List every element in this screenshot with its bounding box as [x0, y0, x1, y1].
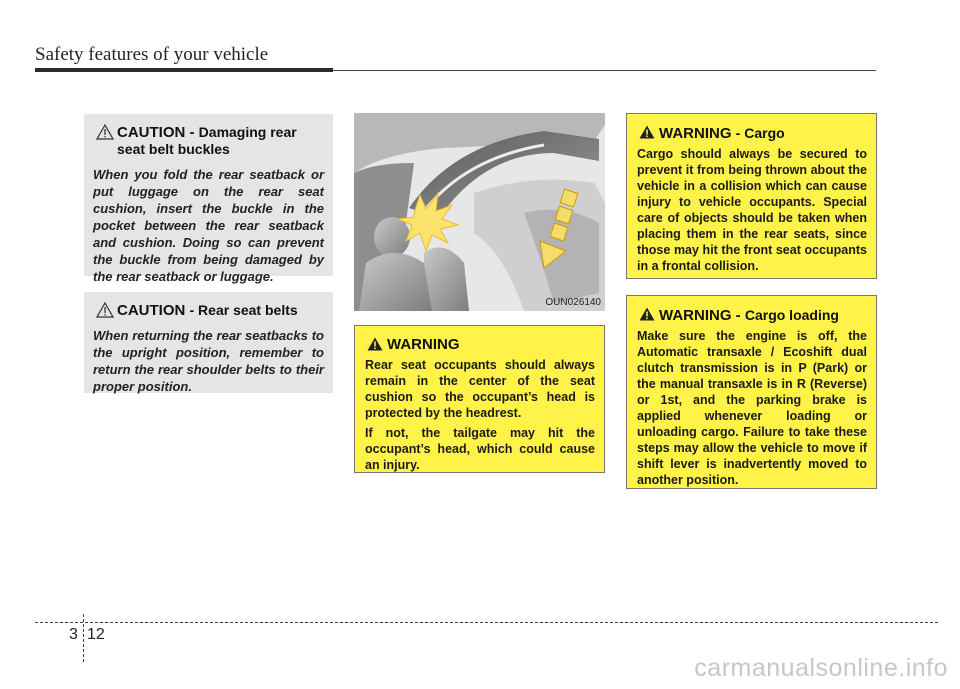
caution-box-seat-belt-buckles	[84, 114, 333, 284]
warning-triangle-icon	[639, 125, 655, 144]
figure-code-label: OUN026140	[545, 297, 601, 308]
warning-title: WARNING -	[659, 307, 741, 324]
warning-body	[365, 357, 595, 473]
caution-triangle-icon	[96, 124, 114, 144]
page-header-title: Safety features of your vehicle	[35, 44, 269, 65]
watermark: carmanualsonline.info	[694, 654, 948, 682]
warning-triangle-icon	[639, 307, 655, 326]
warning-heading	[637, 306, 867, 325]
warning-heading	[637, 124, 867, 143]
section-number: 3	[69, 626, 78, 643]
caution-body: When returning the rear seatbacks to the upright position, remember to return the rear shoulder belts to their proper position.	[93, 328, 324, 394]
warning-body: Cargo should always be secured to prevent it from being thrown about the vehicle in a collision which can cause injury to vehicle occupants. Special care of objects should be taken when placing them in the rear seats, since those may hit the front seat occupants in a frontal collision.	[637, 147, 867, 273]
warning-box-cargo	[626, 113, 877, 279]
warning-paragraph: If not, the tailgate may hit the occupant’s head, which could cause an injury.	[365, 426, 595, 472]
warning-title: WARNING	[387, 336, 460, 353]
warning-paragraph: Rear seat occupants should always remain in the center of the seat cushion so the occupant’s head is protected by the headrest.	[365, 358, 595, 420]
caution-title: CAUTION	[117, 302, 186, 319]
warning-title: WARNING	[659, 125, 732, 142]
warning-subtitle: Cargo loading	[744, 307, 839, 323]
occupant-illustration	[354, 113, 605, 311]
caution-subtitle: - Rear seat belts	[189, 302, 298, 318]
footer-divider	[83, 614, 84, 662]
footer-rule	[35, 622, 938, 623]
header-rule-thin	[333, 70, 876, 71]
warning-triangle-icon	[367, 337, 383, 356]
caution-subtitle: Damaging rear seat belt buckles	[117, 124, 297, 157]
page-number: 12	[87, 626, 105, 643]
warning-subtitle: - Cargo	[735, 125, 785, 141]
caution-heading	[93, 302, 324, 319]
warning-body: Make sure the engine is off, the Automatic transaxle / Ecoshift dual clutch transmission is in P (Park) or the manual transaxle is in R (Reverse) or 1st, and the parking brake is applied whenever loading or unloading cargo. Failure to take these steps may allow the vehicle to move if shift lever is inadvertently moved to another position.	[637, 329, 867, 487]
caution-body: When you fold the rear seatback or put luggage on the rear seat cushion, insert the buckle in the pocket between the rear seatback and cushion. Doing so can prevent the buckle from being damaged by the rear seatback or luggage.	[93, 167, 324, 284]
caution-heading	[93, 124, 324, 158]
warning-box-cargo-loading	[626, 295, 877, 489]
caution-box-rear-seat-belts	[84, 292, 333, 393]
warning-heading	[365, 336, 595, 354]
header-rule	[35, 68, 333, 72]
tailgate-impact-illustration	[354, 113, 605, 311]
caution-title: CAUTION -	[117, 124, 195, 141]
caution-triangle-icon	[96, 302, 114, 322]
warning-box-occupant-position	[354, 325, 605, 473]
